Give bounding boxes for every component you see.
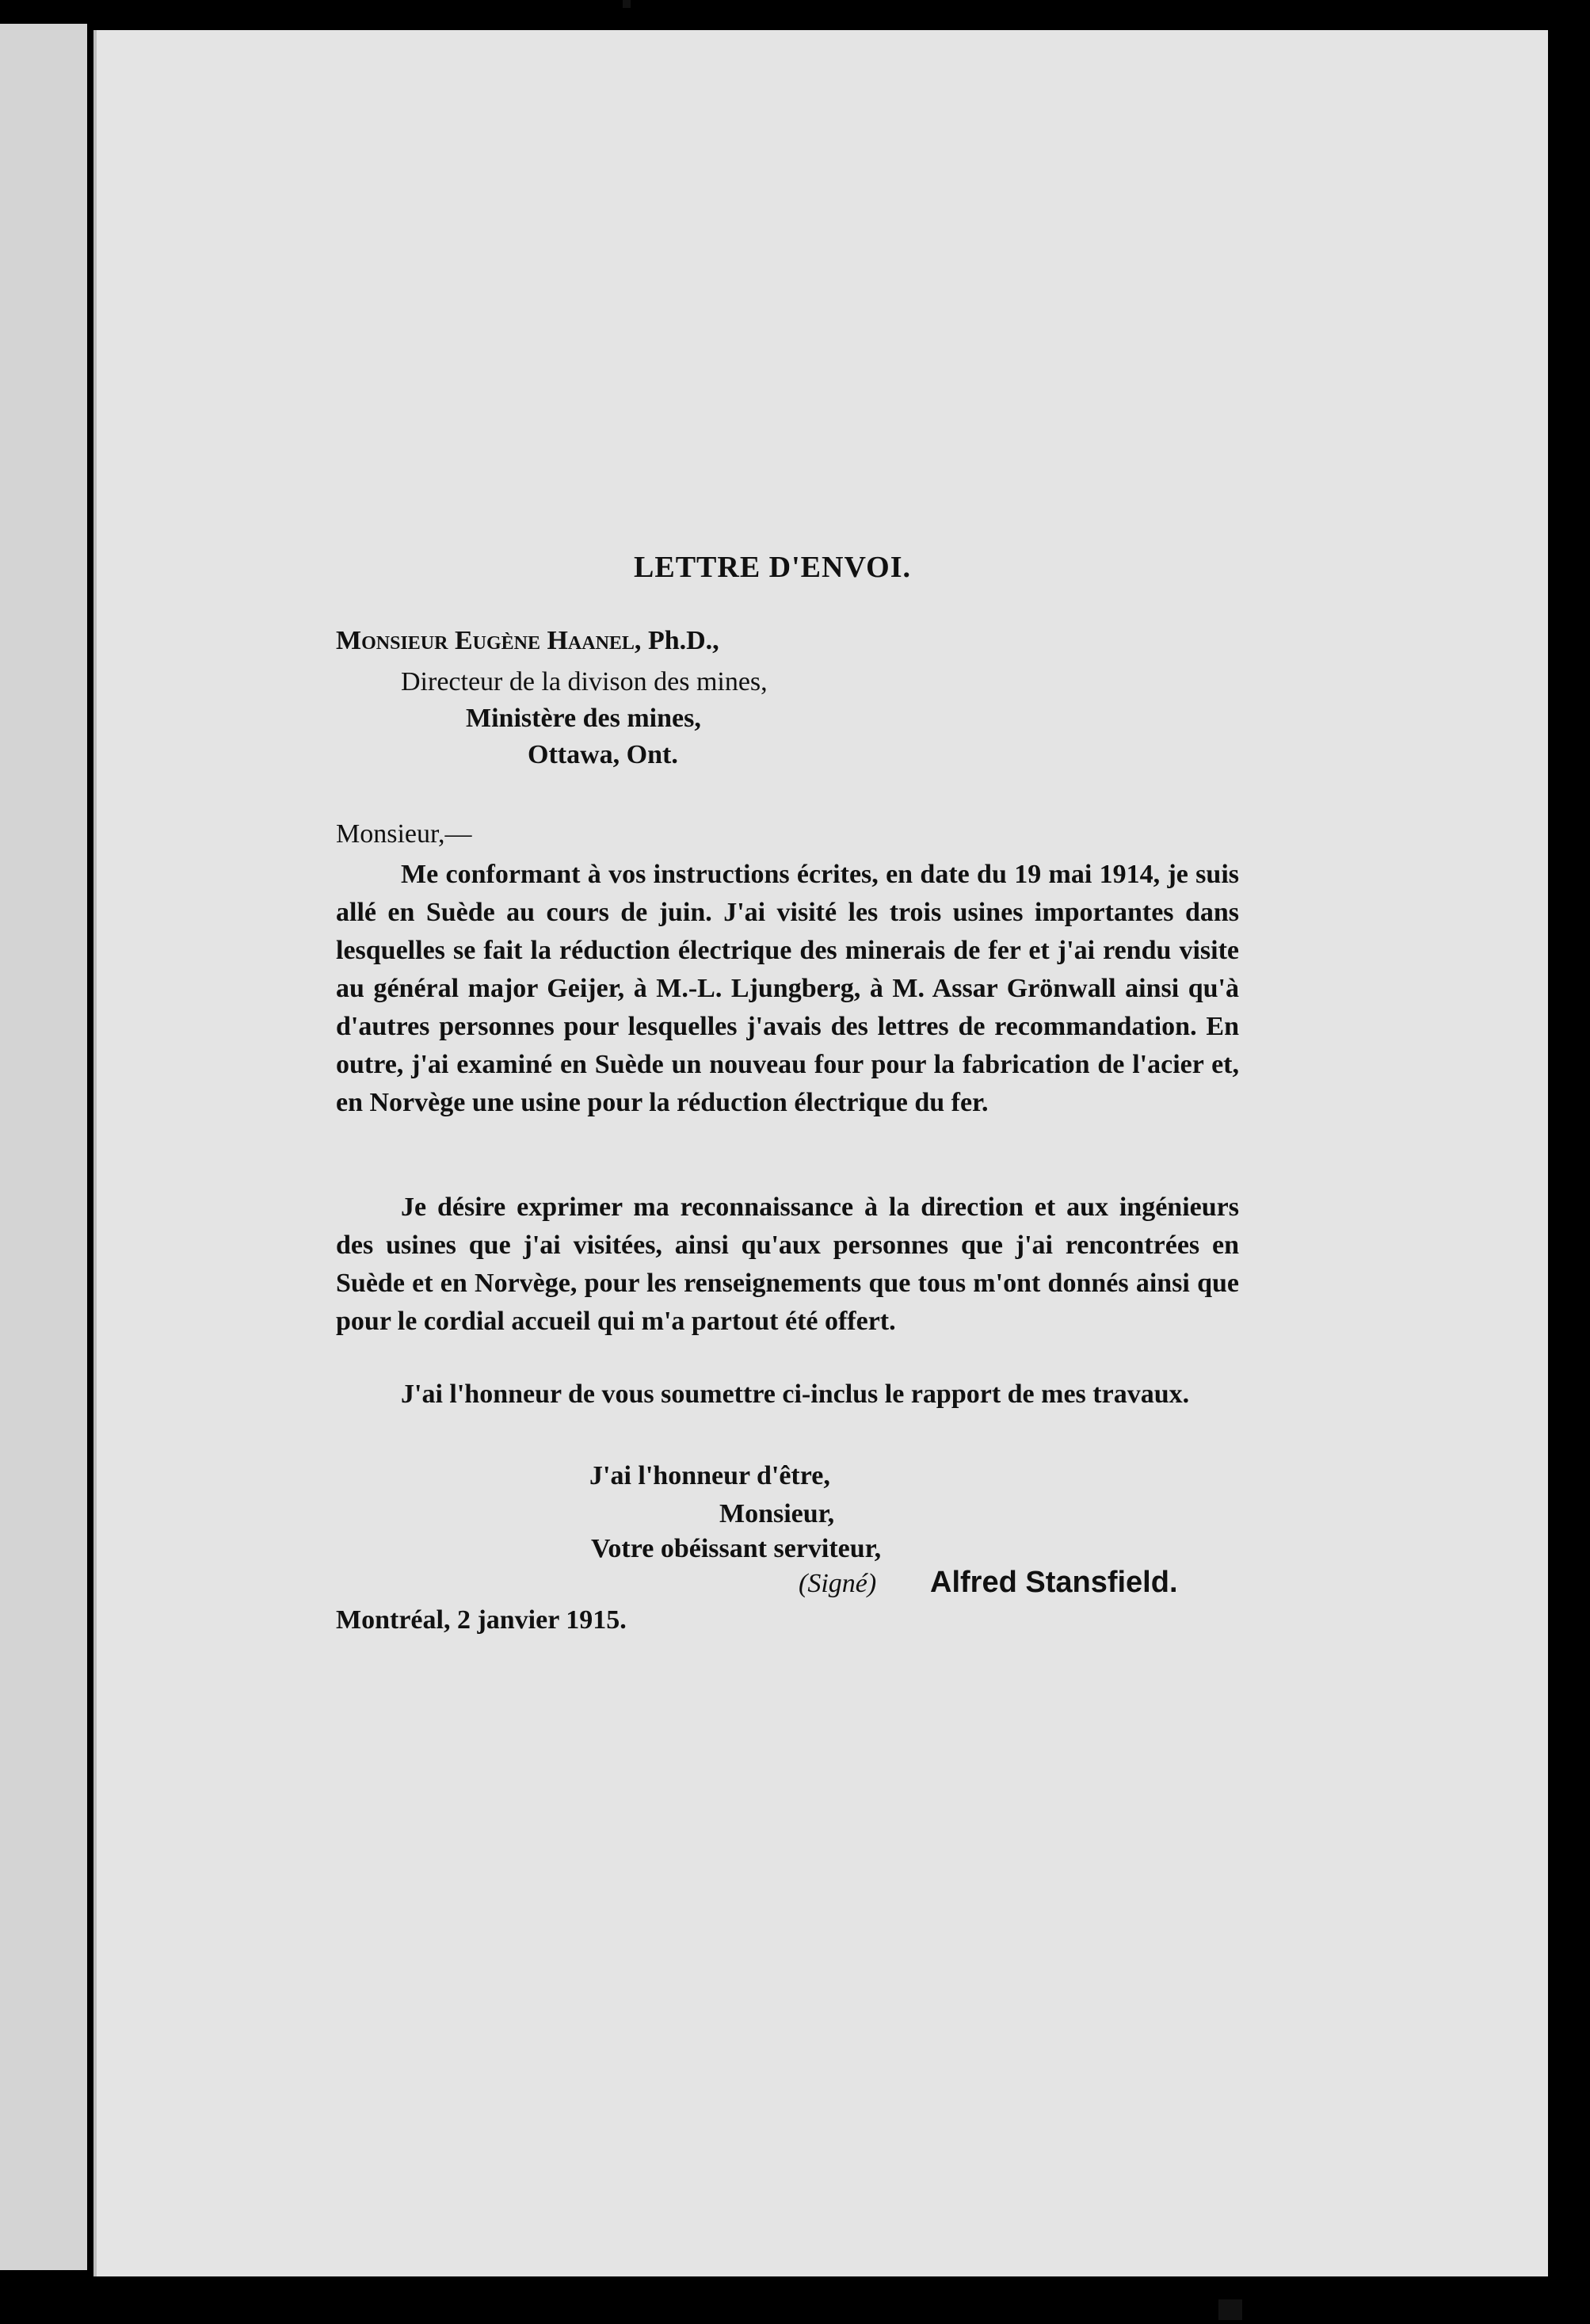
paragraph-1: Me conformant à vos instructions écrites, en date du 19 mai 1914, je suis allé en Suède au cours de juin. J'ai visité les trois usines importantes dans lesquelles se fait la réduction électrique des minerais de fer et j'ai rendu visite au général major Geijer, à M.-L. Ljungberg, à M. Assar Grönwall ainsi qu'à d'autres personnes pour lesquelles j'avais des lettres de recommandation. En outre, j'ai examiné en Suède un nouveau four pour la fabrication de l'acier et, en Norvège une usine pour la réduction électrique du fer. <box>336 860 1239 1117</box>
addressee-title: Directeur de la divison des mines, <box>401 667 768 696</box>
scan-mark-bottom <box>1218 2299 1242 2320</box>
paragraph-3: J'ai l'honneur de vous soumettre ci-inclus le rapport de mes travaux. <box>401 1380 1190 1409</box>
paragraph-2: Je désire exprimer ma reconnaissance à la direction et aux ingénieurs des usines que j'ai visitées, ainsi qu'aux personnes que j'ai rencontrées en Suède et en Norvège, pour les renseignements que tous m'ont donnés ainsi que pour le cordial accueil qui m'a partout été offert. <box>336 1193 1239 1336</box>
closing-line-1: J'ai l'honneur d'être, <box>589 1461 830 1490</box>
addressee-degree: Ph.D., <box>647 626 719 655</box>
addressee-name-prefix: Monsieur Eugène Haanel, <box>336 626 642 655</box>
letter-page <box>97 30 1548 2276</box>
addressee-ministry: Ministère des mines, <box>466 704 701 733</box>
salutation: Monsieur,— <box>336 819 472 849</box>
addressee-name <box>336 626 719 656</box>
letter-title: LETTRE D'ENVOI. <box>634 551 911 584</box>
place-and-date: Montréal, 2 janvier 1915. <box>336 1605 627 1635</box>
signature-prefix: (Signé) <box>799 1569 877 1598</box>
previous-page-edge <box>0 24 87 2270</box>
scan-mark-top <box>623 0 631 8</box>
closing-line-3: Votre obéissant serviteur, <box>591 1534 882 1563</box>
signature-name: Alfred Stansfield. <box>930 1566 1178 1599</box>
closing-line-2: Monsieur, <box>719 1499 835 1528</box>
addressee-city: Ottawa, Ont. <box>528 740 678 769</box>
